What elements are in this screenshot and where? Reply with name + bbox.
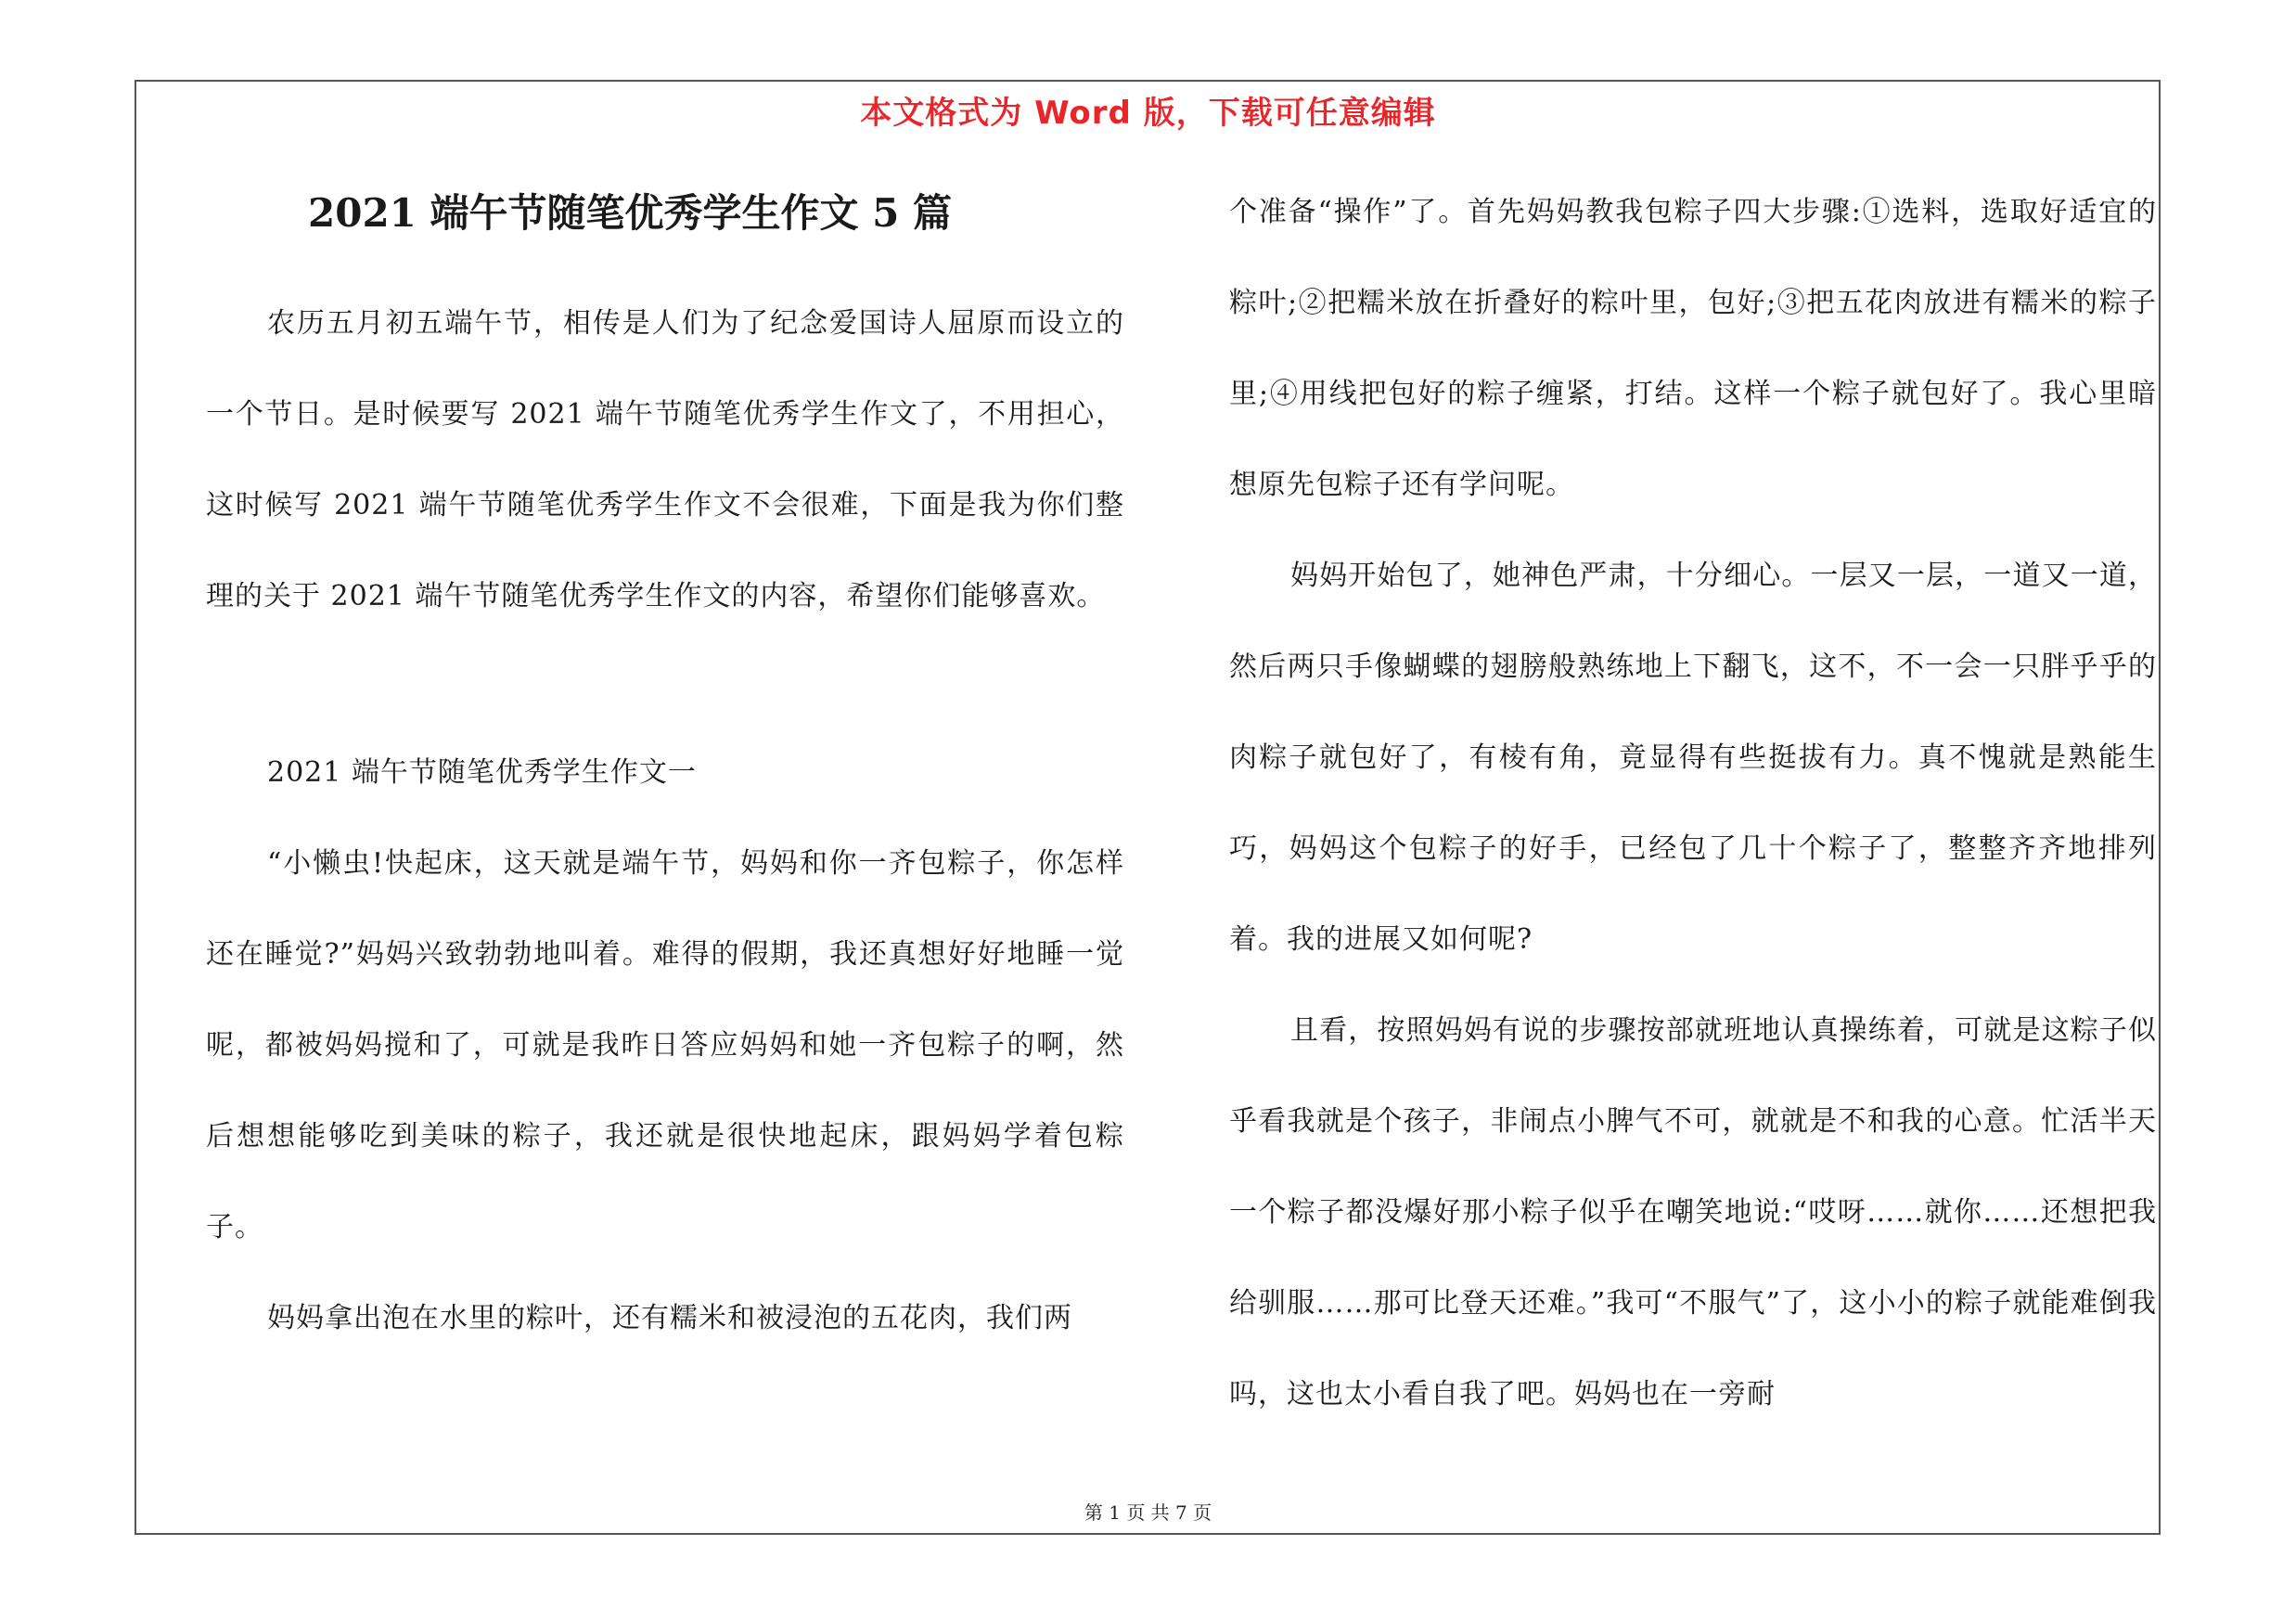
intro-paragraph: 农历五月初五端午节，相传是人们为了纪念爱国诗人屈原而设立的一个节日。是时候要写 2021 端午节随笔优秀学生作文了，不用担心，这时候写 2021 端午节随笔优秀学生作文不会很难，下面是我为你们整理的关于 2021 端午节随笔优秀学生作文的内容，希望你们能够喜欢。 — [206, 307, 1124, 612]
page-number: 第 1 页 共 7 页 — [1084, 1501, 1212, 1524]
format-banner: 本文格式为 Word 版，下载可任意编辑 — [860, 95, 1436, 132]
left-column — [206, 167, 1124, 1364]
essay-paragraph-2: 妈妈拿出泡在水里的粽叶，还有糯米和被浸泡的五花肉，我们两 — [267, 1302, 1072, 1334]
document-title: 2021 端午节随笔优秀学生作文 5 篇 — [308, 190, 952, 236]
essay-subheading: 2021 端午节随笔优秀学生作文一 — [267, 756, 697, 789]
continued-paragraph: 个准备“操作”了。首先妈妈教我包粽子四大步骤:①选料，选取好适宜的粽叶;②把糯米放在折叠好的粽叶里，包好;③把五花肉放进有糯米的粽子里;④用线把包好的粽子缠紧，打结。这样一个粽子就包好了。我心里暗想原先包粽子还有学问呢。 — [1229, 196, 2157, 501]
essay-paragraph-3: 妈妈开始包了，她神色严肃，十分细心。一层又一层，一道又一道，然后两只手像蝴蝶的翅膀般熟练地上下翻飞，这不，不一会一只胖乎乎的肉粽子就包好了，有棱有角，竟显得有些挺拔有力。真不愧就是熟能生巧，妈妈这个包粽子的好手，已经包了几十个粽子了，整整齐齐地排列着。我的进展又如何呢? — [1229, 560, 2157, 956]
section-spacer — [206, 642, 1124, 728]
essay-paragraph-4: 且看，按照妈妈有说的步骤按部就班地认真操练着，可就是这粽子似乎看我就是个孩子，非闹点小脾气不可，就就是不和我的心意。忙活半天一个粽子都没爆好那小粽子似乎在嘲笑地说:“哎呀……就你……还想把我给驯服……那可比登天还难。”我可“不服气”了，这小小的粽子就能难倒我吗，这也太小看自我了吧。妈妈也在一旁耐 — [1229, 1014, 2157, 1410]
essay-paragraph-1: “小懒虫!快起床，这天就是端午节，妈妈和你一齐包粽子，你怎样还在睡觉?”妈妈兴致勃勃地叫着。难得的假期，我还真想好好地睡一觉呢，都被妈妈搅和了，可就是我昨日答应妈妈和她一齐包粽子的啊，然后想想能够吃到美味的粽子，我还就是很快地起床，跟妈妈学着包粽子。 — [206, 847, 1124, 1243]
right-column — [1229, 167, 2157, 1440]
